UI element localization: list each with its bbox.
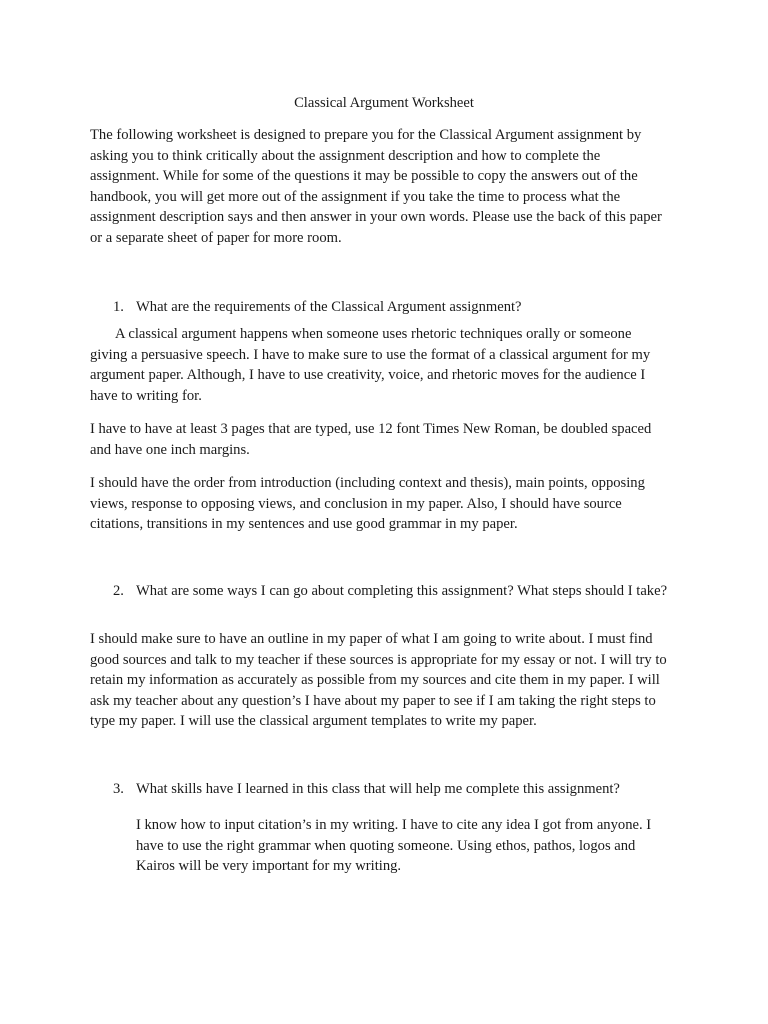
question-3: [90, 779, 670, 800]
question-1: [90, 297, 670, 318]
answer-3-paragraph-1: I know how to input citation’s in my writing. I have to cite any idea I got from anyone. I have to use the right grammar when quoting someone. Using ethos, pathos, logos and Kairos will be very important for my writing.: [136, 817, 652, 875]
question-2: [90, 581, 670, 602]
answer-2-paragraph-1: I should make sure to have an outline in my paper of what I am going to write about. I must find good sources and talk to my teacher if these sources is appropriate for my essay or not. I will try to retain my information as accurately as possible from my sources and cite them in my paper. I will ask my teacher about any question’s I have about my paper to see if I am taking the right steps to type my paper. I will use the classical argument templates to write my paper.: [90, 631, 667, 730]
answer-1-paragraph-1: A classical argument happens when someone uses rhetoric techniques orally or someone giving a persuasive speech. I have to make sure to use the format of a classical argument for my argument paper. Although, I have to use creativity, voice, and rhetoric moves for the audience I have to writing for.: [90, 326, 651, 404]
answer-1-paragraph-3: I should have the order from introduction (including context and thesis), main points, opposing views, response to opposing views, and conclusion in my paper. Also, I should have source citations, transitions in my sentences and use good grammar in my paper.: [90, 475, 645, 533]
question-2-text: What are some ways I can go about completing this assignment? What steps should I take?: [136, 583, 668, 599]
question-1-number: 1.: [113, 299, 124, 315]
question-3-number: 3.: [113, 781, 124, 797]
question-2-number: 2.: [113, 583, 124, 599]
question-3-text: What skills have I learned in this class that will help me complete this assignment?: [136, 781, 620, 797]
question-1-text: What are the requirements of the Classical Argument assignment?: [136, 299, 522, 315]
document-title: Classical Argument Worksheet: [294, 95, 474, 111]
answer-1-paragraph-2: I have to have at least 3 pages that are typed, use 12 font Times New Roman, be doubled spaced and have one inch margins.: [90, 421, 652, 458]
intro-paragraph: The following worksheet is designed to prepare you for the Classical Argument assignment by asking you to think critically about the assignment description and how to complete the assignment. While for some of the questions it may be possible to copy the answers out of the handbook, you will get more out of the assignment if you take the time to process what the assignment description says and then answer in your own words. Please use the back of this paper or a separate sheet of paper for more room.: [90, 127, 662, 246]
